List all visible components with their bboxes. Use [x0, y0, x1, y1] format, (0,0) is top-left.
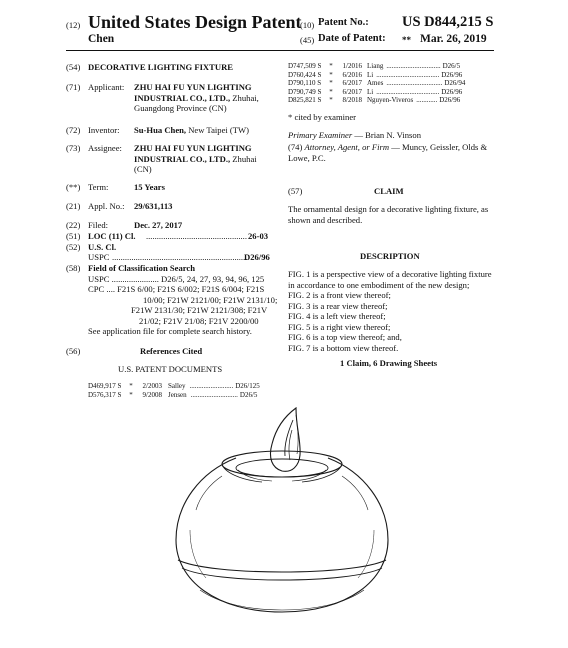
- ref-class: D26/96: [439, 96, 461, 105]
- uscl-class: D26/96: [244, 252, 270, 262]
- filed-code: (22): [66, 220, 81, 230]
- reference-row: [288, 96, 494, 105]
- ref-date: 2/2003: [142, 382, 162, 390]
- date-of-patent-label: Date of Patent:: [318, 33, 386, 44]
- top-rim-inner: [236, 459, 328, 477]
- inventor-code: (72): [66, 125, 81, 135]
- applicant-name-2: [134, 93, 259, 104]
- fig-desc: is a bottom view thereof.: [310, 342, 399, 353]
- inventor-label: Inventor:: [88, 125, 120, 135]
- description-line: [288, 332, 402, 343]
- fig-ref: FIG. 7: [288, 342, 311, 353]
- attorney-name-2: Lowe, P.C.: [288, 152, 326, 163]
- field-cpc-3: F21W 2131/30; F21W 2121/308; F21V: [131, 305, 268, 315]
- patent-number: US D844,215 S: [402, 14, 494, 30]
- claim-code: (57): [288, 186, 303, 196]
- examiner-name: — Brian N. Vinson: [352, 130, 421, 140]
- ref-date: 6/2016: [342, 70, 362, 79]
- assignee-city: Zhuhai: [230, 153, 257, 164]
- ref-star: *: [329, 87, 333, 96]
- inventor-line: [134, 125, 249, 136]
- description-line: [288, 322, 390, 333]
- ref-star: *: [329, 62, 333, 70]
- equator-line: [178, 560, 386, 572]
- applicant-label: Applicant:: [88, 82, 125, 92]
- examiner-line: [288, 130, 421, 141]
- field-cpc-4: 21/02; F21V 21/08; F21V 2200/00: [139, 315, 259, 326]
- fig-desc: is a right view thereof;: [310, 321, 391, 332]
- ref-dots: ............: [416, 96, 438, 105]
- ref-class: D26/125: [235, 382, 260, 390]
- uscl-code: (52): [66, 241, 81, 252]
- attorney-code: (74): [288, 142, 303, 152]
- description-line: [288, 269, 492, 280]
- filed-label: Filed:: [88, 220, 109, 230]
- ref-dots: ....................................: [376, 70, 440, 79]
- uscl-dots: ...............................................................: [112, 252, 248, 262]
- ref-name: Salley: [168, 382, 186, 390]
- field-note: See application file for complete search history.: [88, 326, 252, 336]
- fig-ref: FIG. 6: [288, 332, 311, 342]
- ref-star: *: [329, 70, 333, 79]
- assignee-label: Assignee:: [88, 143, 122, 153]
- ref-star: *: [129, 390, 133, 399]
- field-cpc-2: 10/00; F21W 2121/00; F21W 2131/10;: [143, 294, 278, 305]
- design-title: DECORATIVE LIGHTING FIXTURE: [88, 62, 234, 72]
- ref-number: D469,917 S: [88, 382, 122, 390]
- fig-ref: FIG. 5: [288, 321, 311, 332]
- ref-name: Jensen: [168, 390, 187, 399]
- ref-name: Li: [367, 70, 374, 79]
- inventor-short: Chen: [88, 33, 115, 45]
- loc-code: (51): [66, 231, 81, 241]
- claims-sheets-summary: 1 Claim, 6 Drawing Sheets: [340, 358, 438, 368]
- ref-name: Liang: [367, 62, 384, 70]
- cited-note: * cited by examiner: [288, 112, 357, 122]
- claim-text-2: shown and described.: [288, 214, 363, 225]
- ref-class: D26/96: [441, 87, 463, 96]
- assignee-name-1: ZHU HAI FU YUN LIGHTING: [134, 143, 252, 153]
- ref-number: D790,749 S: [288, 87, 322, 96]
- header-rule: [66, 50, 494, 51]
- reference-row: [88, 382, 288, 391]
- ref-dots: ...........................: [190, 390, 238, 399]
- fig-desc: is a perspective view of a decorative lighting fixture: [310, 269, 492, 279]
- ref-date: 1/2016: [342, 62, 362, 70]
- attorney-line: [288, 142, 487, 153]
- appl-label: Appl. No.:: [88, 201, 125, 211]
- appl-code: (21): [66, 201, 81, 211]
- description-line: [288, 301, 388, 312]
- ref-date: 8/2018: [342, 96, 362, 105]
- term-code: (**): [66, 182, 81, 192]
- refs-list-left: [88, 382, 288, 399]
- ref-dots: ...............................: [386, 62, 441, 70]
- filed-date: Dec. 27, 2017: [134, 220, 183, 230]
- field-code: (58): [66, 263, 81, 273]
- reference-row: [288, 71, 494, 80]
- loc-class: 26-03: [248, 231, 269, 241]
- date-of-patent: Mar. 26, 2019: [420, 33, 487, 45]
- ref-star: *: [329, 96, 333, 105]
- assignee-code: (73): [66, 143, 81, 153]
- fig-ref: FIG. 4: [288, 311, 311, 321]
- reference-row: [288, 88, 494, 97]
- description-line: [288, 343, 398, 354]
- loc-dots: ...............................................: [146, 231, 247, 241]
- claim-text-1: The ornamental design for a decorative lighting fixture, as: [288, 204, 489, 214]
- term-value: 15 Years: [134, 182, 165, 192]
- fig-desc: is a rear view thereof;: [310, 300, 388, 311]
- fig-ref: FIG. 2: [288, 290, 311, 300]
- fig-desc: in accordance to one embodiment of the new design;: [288, 279, 470, 290]
- ref-date: 9/2008: [142, 390, 162, 399]
- field-uspc: USPC ...................... D26/5, 24, 27, 93, 94, 96, 125: [88, 273, 265, 284]
- fig-ref: FIG. 3: [288, 300, 311, 311]
- attorney-name-1: — Muncy, Geissler, Olds &: [389, 142, 488, 152]
- fig-desc: is a front view thereof;: [310, 290, 391, 300]
- appl-number: 29/631,113: [134, 201, 173, 211]
- fig-desc: is a left view thereof;: [310, 311, 386, 321]
- applicant-code: (71): [66, 82, 81, 92]
- fig-ref: FIG. 1: [288, 269, 311, 279]
- uscl-sub: USPC: [88, 252, 110, 262]
- refs-list-right: [288, 62, 494, 105]
- ref-name: Ames: [367, 79, 384, 88]
- field-label: Field of Classification Search: [88, 263, 196, 273]
- attorney-label: Attorney, Agent, or Firm: [304, 142, 390, 152]
- flame-highlight: [289, 430, 292, 460]
- ref-dots: ................................: [386, 79, 443, 88]
- ref-date: 6/2017: [342, 79, 362, 88]
- ref-number: D576,317 S: [88, 390, 122, 399]
- loc-label: LOC (11) Cl.: [88, 231, 136, 241]
- inventor-location: New Taipei (TW): [186, 125, 250, 135]
- ref-class: D26/5: [239, 390, 258, 399]
- kind-code-10: (10): [300, 20, 315, 30]
- ref-number: D790,110 S: [288, 79, 322, 88]
- applicant-city: Zhuhai,: [230, 92, 259, 103]
- patent-type-title: United States Design Patent: [88, 12, 302, 32]
- description-line: [288, 311, 386, 322]
- ref-class: D26/96: [441, 70, 463, 79]
- design-drawing: [0, 400, 568, 648]
- shading-line: [358, 530, 374, 578]
- ref-name: Li: [367, 87, 374, 96]
- kind-code-45: (45): [300, 35, 315, 45]
- reference-row: [288, 79, 494, 88]
- ref-name: Nguyen-Viveros: [367, 96, 414, 105]
- term-label: Term:: [88, 182, 109, 192]
- ref-number: D747,509 S: [288, 62, 322, 70]
- examiner-label: Primary Examiner: [288, 130, 353, 140]
- ref-star: *: [329, 79, 333, 88]
- assignee-name-2: [134, 154, 257, 165]
- sphere-body: [176, 458, 388, 612]
- ref-star: *: [129, 382, 133, 390]
- description-line: [288, 280, 469, 291]
- reference-row: [88, 391, 288, 400]
- date-mark: **: [402, 35, 411, 45]
- refs-subheading: U.S. PATENT DOCUMENTS: [118, 364, 223, 374]
- description-line: [288, 290, 391, 301]
- patent-no-label: Patent No.:: [318, 17, 369, 28]
- reference-row: [288, 62, 494, 71]
- kind-code-12: (12): [66, 20, 81, 30]
- description-heading: DESCRIPTION: [360, 251, 420, 261]
- field-cpc-1: CPC .... F21S 6/00; F21S 6/002; F21S 6/004; F21S: [88, 284, 265, 294]
- ref-class: D26/5: [442, 62, 461, 70]
- applicant-company: INDUSTRIAL CO., LTD.,: [134, 92, 231, 103]
- claim-heading: CLAIM: [374, 186, 404, 196]
- uscl-label: U.S. Cl.: [88, 241, 117, 252]
- assignee-country: (CN): [134, 164, 152, 174]
- flame-shape: [270, 408, 300, 471]
- shading-line: [190, 530, 206, 578]
- ref-date: 6/2017: [342, 87, 362, 96]
- fig-desc: is a top view thereof; and,: [310, 332, 402, 342]
- applicant-province: Guangdong Province (CN): [134, 103, 227, 113]
- refs-code: (56): [66, 346, 81, 356]
- ref-dots: ....................................: [376, 87, 440, 96]
- ref-class: D26/94: [444, 79, 466, 88]
- ref-dots: .........................: [189, 382, 234, 390]
- ref-number: D760,424 S: [288, 70, 322, 79]
- title-code: (54): [66, 62, 81, 72]
- refs-heading: References Cited: [140, 346, 203, 356]
- applicant-name-1: ZHU HAI FU YUN LIGHTING: [134, 82, 252, 92]
- inventor-name: Su-Hua Chen,: [134, 125, 187, 135]
- ref-number: D825,821 S: [288, 96, 322, 105]
- assignee-company: INDUSTRIAL CO., LTD.,: [134, 153, 231, 164]
- equator-line: [182, 568, 382, 580]
